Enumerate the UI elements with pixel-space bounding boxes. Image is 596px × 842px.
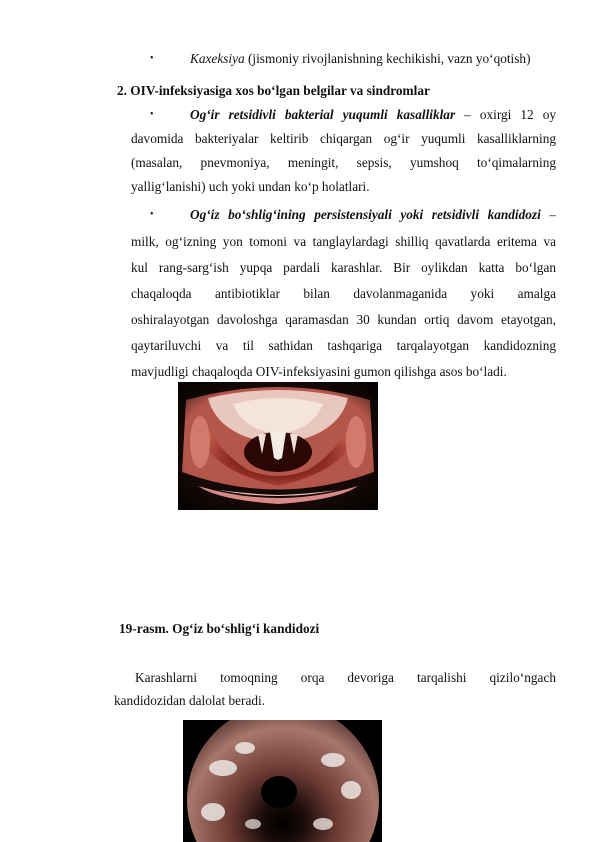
bullet-bacterial: • [150, 109, 154, 120]
figure-caption: 19-rasm. Og‘iz bo‘shlig‘i kandidozi [119, 621, 320, 636]
candida-text-7: mavjudligi chaqaloqda OIV-infeksiyasini gumon qilishga asos bo‘ladi. [131, 364, 507, 379]
section-heading: 2. OIV-infeksiyasiga xos bo‘lgan belgilar va sindromlar [117, 83, 430, 98]
candida-text-6: qaytariluvchi va til sathidan tashqariga tarqalayotgan kandidozning [131, 338, 556, 353]
term-candida: Og‘iz bo‘shlig‘ining persistensiyali yoki retsidivli kandidozi [190, 207, 541, 222]
list-item-kaxeksiya [190, 51, 531, 67]
list-item-bacterial-line-1 [190, 107, 556, 123]
bacterial-text-4: yallig‘lanishi) uch yoki undan ko‘p holatlari. [131, 179, 370, 194]
candida-text-3: kul rang-sarg‘ish yupqa pardali karashlar. Bir oylikdan katta bo‘lgan [131, 260, 556, 275]
list-item-candida-line-1 [190, 207, 556, 223]
candida-text-1: – [540, 207, 556, 222]
term-bacterial: Og‘ir retsidivli bakterial yuqumli kasalliklar [190, 107, 456, 122]
bullet-candida: • [150, 209, 154, 220]
paragraph-line-2: kandidozidan dalolat beradi. [114, 693, 266, 708]
candida-text-4: chaqaloqda antibiotiklar bilan davolanmaganida yoki amalga [131, 286, 556, 301]
kaxeksiya-description: (jismoniy rivojlanishning kechikishi, vazn yo‘qotish) [244, 51, 531, 66]
candida-text-2: milk, og‘izning yon tomoni va tanglaylardagi shilliq qavatlarda eritema va [131, 234, 556, 249]
bacterial-text-2: davomida bakteriyalar keltirib chiqargan og‘ir yuqumli kasalliklarning [131, 131, 556, 146]
candida-text-5: oshiralayotgan davoloshga qaramasdan 30 kundan ortiq davom etayotgan, [131, 312, 556, 327]
bacterial-text-3: (masalan, pnevmoniya, meningit, sepsis, yumshoq to‘qimalarning [131, 155, 556, 170]
oral-candidiasis-photo [178, 382, 378, 510]
bullet-kaxeksiya: • [150, 53, 154, 64]
esophagus-endoscopy-illustration [183, 720, 382, 842]
bacterial-text-1: – oxirgi 12 oy [455, 107, 556, 122]
esophageal-candidiasis-photo [183, 720, 382, 842]
term-kaxeksiya: Kaxeksiya [190, 51, 245, 66]
paragraph-line-1: Karashlarni tomoqning orqa devoriga tarqalishi qizilo‘ngach [135, 670, 556, 685]
oral-cavity-illustration [178, 382, 378, 510]
